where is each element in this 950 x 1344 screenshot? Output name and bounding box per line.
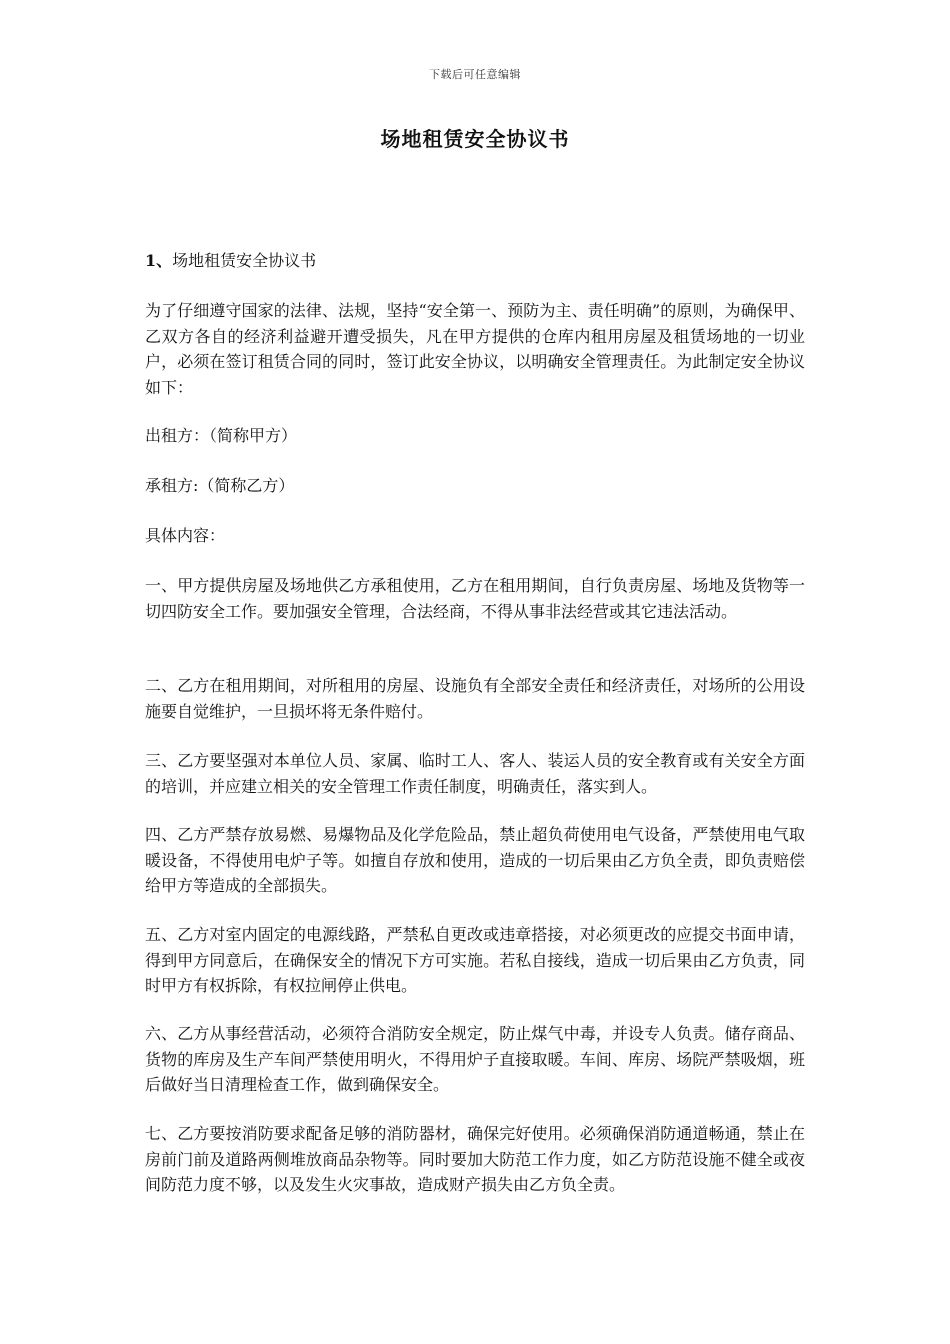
lessor-text: 出租方：（简称甲方） [145,426,298,445]
content-label-text: 具体内容： [145,526,226,545]
content-label [145,523,805,549]
intro-text: 为了仔细遵守国家的法律、法规，坚持“安全第一、预防为主、责任明确”的原则，为确保甲、乙双方各自的经济利益避开遭受损失，凡在甲方提供的仓库内租用房屋及租赁场地的一切业户，必须在签订租赁合同的同时，签订此安全协议，以明确安全管理责任。为此制定安全协议如下： [145,301,805,397]
section-heading [145,248,805,274]
section-heading-text: 场地租赁安全协议书 [172,251,317,270]
document-title: 场地租赁安全协议书 [380,127,570,151]
lessee-line [145,473,805,499]
clause-4 [145,822,805,899]
clause-text: 五、乙方对室内固定的电源线路，严禁私自更改或违章搭接，对必须更改的应提交书面申请，得到甲方同意后，在确保安全的情况下方可实施。若私自接线，造成一切后果由乙方负责，同时甲方有权拆除，有权拉闸停止供电。 [145,925,805,995]
clause-1 [145,573,805,624]
clause-2 [145,673,805,724]
clause-text: 三、乙方要坚强对本单位人员、家属、临时工人、客人、装运人员的安全教育或有关安全方面的培训，并应建立相关的安全管理工作责任制度，明确责任，落实到人。 [145,751,805,796]
clause-text: 六、乙方从事经营活动，必须符合消防安全规定，防止煤气中毒，并设专人负责。储存商品、货物的库房及生产车间严禁使用明火，不得用炉子直接取暖。车间、库房、场院严禁吸烟，班后做好当日清理检查工作，做到确保安全。 [145,1024,805,1094]
clause-3 [145,748,805,799]
lessor-line [145,423,805,449]
clause-text: 一、甲方提供房屋及场地供乙方承租使用，乙方在租用期间，自行负责房屋、场地及货物等一切四防安全工作。要加强安全管理，合法经商，不得从事非法经营或其它违法活动。 [145,576,805,621]
clause-text: 四、乙方严禁存放易燃、易爆物品及化学危险品，禁止超负荷使用电气设备，严禁使用电气取暖设备，不得使用电炉子等。如擅自存放和使用，造成的一切后果由乙方负全责，即负责赔偿给甲方等造成的全部损失。 [145,825,805,895]
clause-7 [145,1121,805,1198]
section-number: 1、 [145,251,173,270]
header-note: 下载后可任意编辑 [429,68,521,81]
clause-6 [145,1021,805,1098]
intro-paragraph [145,298,805,400]
clause-text: 七、乙方要按消防要求配备足够的消防器材，确保完好使用。必须确保消防通道畅通，禁止在房前门前及道路两侧堆放商品杂物等。同时要加大防范工作力度，如乙方防范设施不健全或夜间防范力度不够，以及发生火灾事故，造成财产损失由乙方负全责。 [145,1124,805,1194]
clause-text: 二、乙方在租用期间，对所租用的房屋、设施负有全部安全责任和经济责任，对场所的公用设施要自觉维护，一旦损坏将无条件赔付。 [145,676,805,721]
clause-5 [145,922,805,999]
lessee-text: 承租方:（简称乙方） [145,476,295,495]
